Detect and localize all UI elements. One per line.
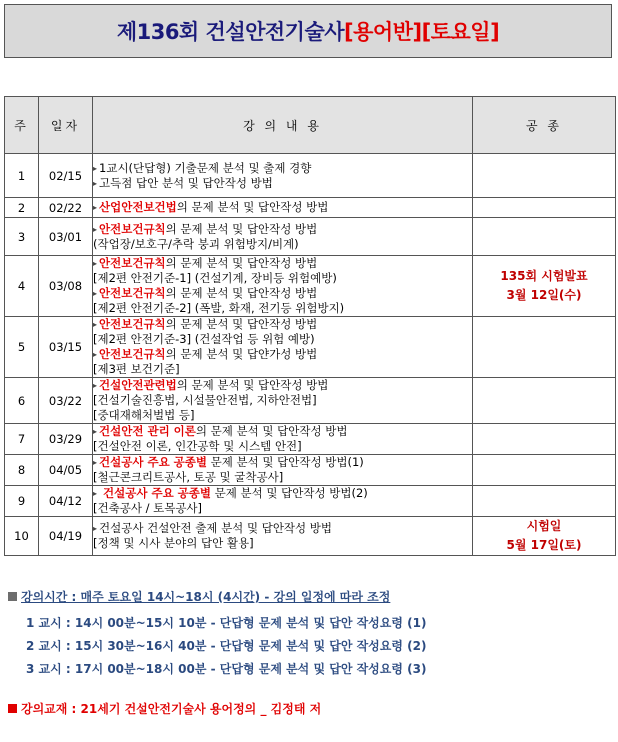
content-line	[93, 393, 472, 408]
content-cell	[93, 424, 473, 455]
note-cell	[473, 378, 616, 424]
highlighted-topic: 건설공사 주요 공종별	[99, 455, 208, 469]
content-text: [건설안전 이론, 인간공학 및 시스템 안전]	[93, 439, 302, 453]
content-cell	[93, 154, 473, 198]
table-row	[5, 154, 616, 198]
table-row	[5, 517, 616, 556]
note-text: 3월 12일(수)	[506, 288, 582, 302]
content-line	[93, 424, 472, 439]
note-cell	[473, 256, 616, 317]
content-line	[93, 536, 472, 551]
title-main: 제136회 건설안전기술사	[116, 20, 345, 44]
content-line	[93, 176, 472, 191]
triangle-bullet-icon: ▸	[93, 289, 98, 298]
content-text: 의 문제 분석 및 답안작성 방법	[176, 200, 329, 214]
date-cell: 04/12	[39, 486, 93, 517]
page-title-box	[4, 4, 612, 58]
highlighted-topic: 안전보건규칙	[99, 317, 166, 331]
content-text: 문제 분석 및 답안작성 방법(1)	[207, 455, 364, 469]
date-cell: 03/08	[39, 256, 93, 317]
schedule-body	[5, 154, 616, 556]
textbook-text: 강의교재 : 21세기 건설안전기술사 용어정의 _ 김정태 저	[21, 702, 322, 716]
note-text: 시험일	[526, 519, 562, 533]
content-text: [제3편 보건기준]	[93, 362, 180, 376]
date-cell: 02/15	[39, 154, 93, 198]
highlighted-topic: 건설안전관련법	[99, 378, 177, 392]
date-cell: 03/15	[39, 317, 93, 378]
content-text: 고득점 답안 분석 및 답안작성 방법	[99, 175, 273, 190]
content-line	[93, 301, 472, 316]
highlighted-topic: 안전보건규칙	[99, 286, 166, 300]
date-cell: 03/29	[39, 424, 93, 455]
week-cell: 2	[5, 198, 39, 218]
content-line	[93, 271, 472, 286]
textbook-line	[8, 700, 321, 717]
week-cell: 9	[5, 486, 39, 517]
content-line	[93, 286, 472, 301]
content-text: 의 문제 분석 및 답안작성 방법	[165, 317, 318, 331]
content-line	[93, 237, 472, 252]
content-line	[93, 486, 472, 501]
highlighted-topic: 안전보건규칙	[99, 221, 166, 236]
content-text: 의 문제 분석 및 답안작성 방법	[176, 378, 329, 392]
content-text: [제2편 안전기준-2] (폭발, 화재, 전기등 위험방지)	[93, 301, 345, 315]
date-cell: 02/22	[39, 198, 93, 218]
title-day-tag: [토요일]	[421, 20, 500, 44]
week-cell: 3	[5, 218, 39, 256]
triangle-bullet-icon: ▸	[93, 163, 98, 173]
class-time-text: 강의시간 : 매주 토요일 14시~18시 (4시간) - 강의 일정에 따라 조정	[21, 590, 391, 604]
header-content: 강 의 내 용	[93, 97, 473, 154]
title-class-tag: [용어반]	[344, 20, 422, 44]
content-line	[93, 378, 472, 393]
date-cell: 04/19	[39, 517, 93, 556]
note-cell	[473, 218, 616, 256]
content-line	[93, 362, 472, 377]
content-line	[93, 470, 472, 485]
highlighted-topic: 건설공사 주요 공종별	[99, 486, 212, 500]
triangle-bullet-icon: ▸	[93, 203, 98, 212]
week-cell: 4	[5, 256, 39, 317]
content-cell	[93, 218, 473, 256]
content-text: (작업장/보호구/추락 붕괴 위험방지/비계)	[93, 236, 299, 251]
content-text: 의 문제 분석 및 답얀가성 방법	[165, 347, 318, 361]
triangle-bullet-icon: ▸	[93, 259, 98, 268]
content-cell	[93, 198, 473, 218]
content-text: [정책 및 시사 분야의 답안 활용]	[93, 536, 254, 550]
table-row	[5, 486, 616, 517]
content-cell	[93, 486, 473, 517]
content-line	[93, 317, 472, 332]
table-row	[5, 455, 616, 486]
content-cell	[93, 517, 473, 556]
content-line	[93, 408, 472, 423]
note-cell	[473, 517, 616, 556]
triangle-bullet-icon: ▸	[93, 524, 98, 533]
note-cell	[473, 486, 616, 517]
table-row	[5, 256, 616, 317]
table-header-row	[5, 97, 616, 154]
note-text: 135회 시험발표	[500, 269, 588, 283]
triangle-bullet-icon: ▸	[93, 489, 98, 498]
content-line	[93, 161, 472, 176]
highlighted-topic: 건설안전 관리 이론	[99, 424, 196, 438]
content-line	[93, 439, 472, 454]
date-cell: 03/01	[39, 218, 93, 256]
table-row	[5, 198, 616, 218]
content-text: 의 문제 분석 및 답안작성 방법	[165, 256, 318, 270]
table-row	[5, 317, 616, 378]
triangle-bullet-icon: ▸	[93, 320, 98, 329]
week-cell: 7	[5, 424, 39, 455]
triangle-bullet-icon: ▸	[93, 458, 98, 467]
note-cell	[473, 424, 616, 455]
content-text: [제2편 안전기준-3] (건설작업 등 위험 예방)	[93, 332, 315, 346]
header-note: 공 종	[473, 97, 616, 154]
content-cell	[93, 378, 473, 424]
content-text: [건설기술진흥법, 시설물안전법, 지하안전법]	[93, 393, 317, 407]
week-cell: 10	[5, 517, 39, 556]
triangle-bullet-icon: ▸	[93, 350, 98, 359]
highlighted-topic: 안전보건규칙	[99, 256, 166, 270]
week-cell: 6	[5, 378, 39, 424]
content-line	[93, 521, 472, 536]
note-cell	[473, 198, 616, 218]
session-3: 3 교시 : 17시 00분~18시 00분 - 단답형 문제 분석 및 답안 작성요령 (3)	[26, 662, 427, 676]
note-cell	[473, 317, 616, 378]
highlighted-topic: 산업안전보건법	[99, 200, 177, 214]
content-line	[93, 332, 472, 347]
content-cell	[93, 455, 473, 486]
table-row	[5, 218, 616, 256]
content-line	[93, 501, 472, 516]
square-bullet-icon	[8, 704, 17, 713]
content-line	[93, 256, 472, 271]
week-cell: 5	[5, 317, 39, 378]
content-cell	[93, 256, 473, 317]
highlighted-topic: 안전보건규칙	[99, 347, 166, 361]
header-week: 주	[5, 97, 39, 154]
content-line	[93, 200, 472, 215]
schedule-table	[4, 96, 616, 556]
session-1: 1 교시 : 14시 00분~15시 10분 - 단답형 문제 분석 및 답안 작성요령 (1)	[26, 616, 427, 630]
content-cell	[93, 317, 473, 378]
content-line	[93, 347, 472, 362]
square-bullet-icon	[8, 592, 17, 601]
note-cell	[473, 154, 616, 198]
content-text: [철근콘크리트공사, 토공 및 굴착공사]	[93, 470, 284, 484]
content-text: [제2편 안전기준-1] (건설기계, 장비등 위험예방)	[93, 271, 337, 285]
header-date: 일자	[39, 97, 93, 154]
week-cell: 8	[5, 455, 39, 486]
session-2: 2 교시 : 15시 30분~16시 40분 - 단답형 문제 분석 및 답안 작성요령 (2)	[26, 639, 427, 653]
date-cell: 03/22	[39, 378, 93, 424]
table-row	[5, 378, 616, 424]
content-text: [중대재해처벌법 등]	[93, 408, 195, 422]
content-text: 건설공사 건설안전 출제 분석 및 답안작성 방법	[99, 521, 333, 535]
triangle-bullet-icon: ▸	[93, 224, 98, 234]
content-text: [건축공사 / 토목공사]	[93, 501, 203, 515]
triangle-bullet-icon: ▸	[93, 178, 98, 188]
content-text: 의 문제 분석 및 답안작성 방법	[165, 221, 318, 236]
note-text: 5월 17일(토)	[506, 538, 582, 552]
triangle-bullet-icon: ▸	[93, 427, 98, 436]
content-line	[93, 455, 472, 470]
content-text: 1교시(단답형) 기출문제 분석 및 출제 경향	[99, 160, 312, 175]
note-cell	[473, 455, 616, 486]
content-line	[93, 222, 472, 237]
date-cell: 04/05	[39, 455, 93, 486]
triangle-bullet-icon: ▸	[93, 381, 98, 390]
table-row	[5, 424, 616, 455]
content-text: 의 문제 분석 및 답안작성 방법	[165, 286, 318, 300]
content-text: 의 문제 분석 및 답안작성 방법	[195, 424, 348, 438]
class-time-heading	[8, 588, 390, 605]
week-cell: 1	[5, 154, 39, 198]
content-text: 문제 분석 및 답안작성 방법(2)	[211, 486, 368, 500]
